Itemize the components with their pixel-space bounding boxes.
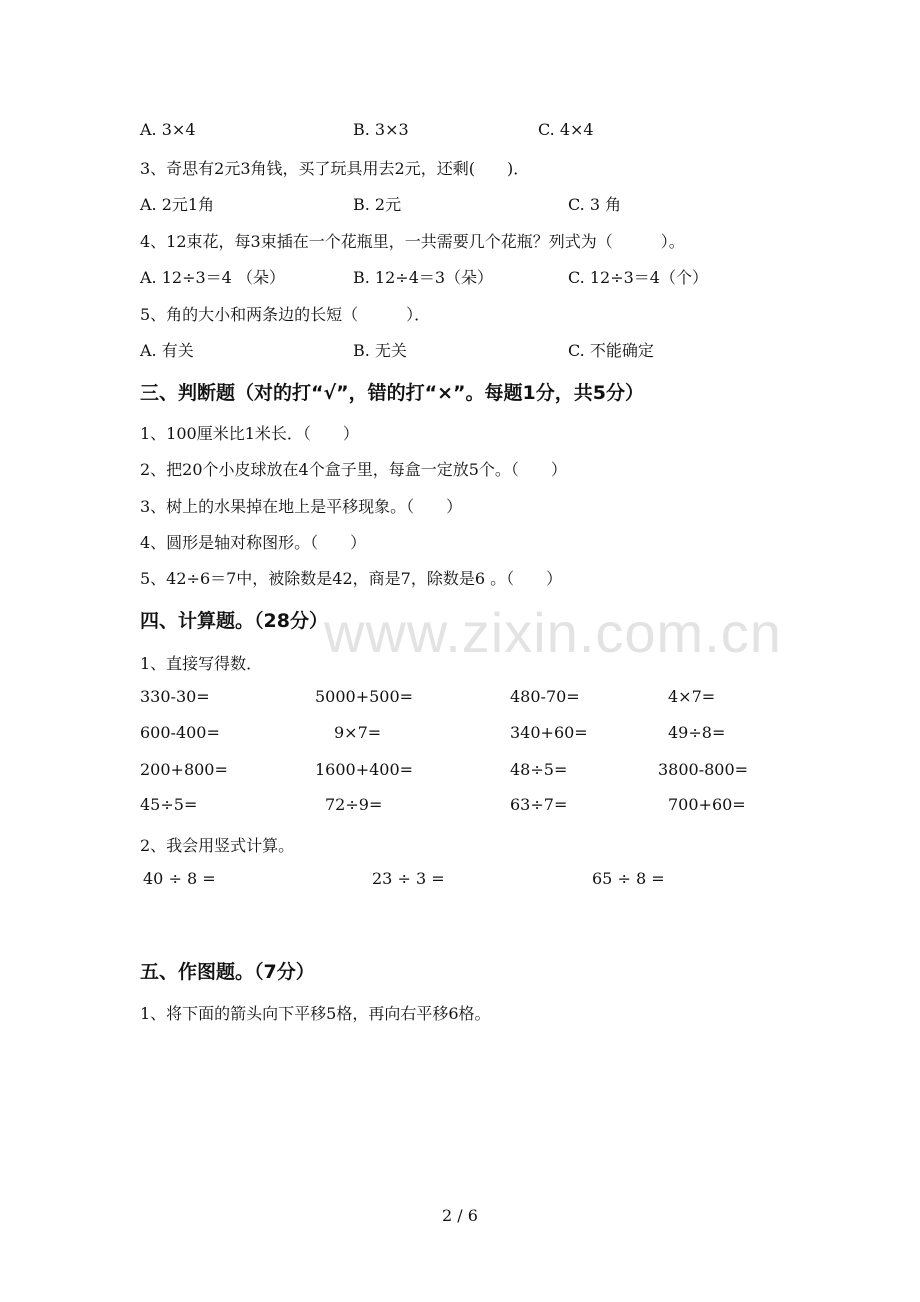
- section-5-title: 五、作图题。（7分）: [140, 961, 315, 983]
- calc-cell: 3800-800=: [658, 760, 749, 779]
- calc-cell: 63÷7=: [510, 795, 568, 814]
- q5-option-b: B. 无关: [353, 341, 407, 360]
- calc-cell: 72÷9=: [325, 795, 383, 814]
- calc-sub-1: 1、直接写得数．: [140, 654, 263, 673]
- q3-option-a: A. 2元1角: [140, 195, 215, 214]
- calc-cell: 330-30=: [140, 687, 210, 706]
- q5-option-c: C. 不能确定: [568, 341, 654, 360]
- question-5: 5、角的大小和两条边的长短（ ）．: [140, 305, 431, 324]
- calc-cell: 4×7=: [668, 687, 716, 706]
- calc-cell: 49÷8=: [668, 723, 726, 742]
- watermark: www.zixin.com.cn: [324, 601, 782, 664]
- question-4: 4、12束花，每3束插在一个花瓶里，一共需要几个花瓶？列式为（ ）。: [140, 232, 685, 251]
- q2-option-a: A. 3×4: [140, 120, 196, 139]
- q2-option-b: B. 3×3: [353, 120, 409, 139]
- calc-sub-2: 2、我会用竖式计算。: [140, 836, 295, 855]
- q4-option-a: A. 12÷3＝4 （朵）: [140, 268, 285, 287]
- vertical-calc-item: 40 ÷ 8 =: [143, 869, 216, 888]
- q3-option-c: C. 3 角: [568, 195, 622, 214]
- q2-option-c: C. 4×4: [538, 120, 594, 139]
- judge-item-1: 1、100厘米比1米长．（ ）: [140, 424, 359, 443]
- calc-cell: 200+800=: [140, 760, 228, 779]
- q4-option-c: C. 12÷3＝4（个）: [568, 268, 708, 287]
- page-number: 2 / 6: [442, 1206, 478, 1225]
- calc-cell: 45÷5=: [140, 795, 198, 814]
- calc-cell: 1600+400=: [315, 760, 414, 779]
- section-4-title: 四、计算题。（28分）: [140, 610, 328, 632]
- calc-cell: 480-70=: [510, 687, 580, 706]
- judge-item-4: 4、圆形是轴对称图形。（ ）: [140, 533, 367, 552]
- calc-cell: 48÷5=: [510, 760, 568, 779]
- section-3-title: 三、判断题（对的打“√”，错的打“×”。每题1分，共5分）: [140, 382, 644, 404]
- judge-item-2: 2、把20个小皮球放在4个盒子里，每盒一定放5个。（ ）: [140, 460, 567, 479]
- q3-option-b: B. 2元: [353, 195, 402, 214]
- vertical-calc-item: 65 ÷ 8 =: [592, 869, 665, 888]
- calc-cell: 340+60=: [510, 723, 588, 742]
- judge-item-5: 5、42÷6＝7中，被除数是42，商是7，除数是6 。（ ）: [140, 569, 563, 588]
- judge-item-3: 3、树上的水果掉在地上是平移现象。（ ）: [140, 497, 463, 516]
- question-3: 3、奇思有2元3角钱，买了玩具用去2元，还剩( )．: [140, 159, 530, 178]
- calc-cell: 9×7=: [334, 723, 382, 742]
- calc-cell: 5000+500=: [315, 687, 414, 706]
- q4-option-b: B. 12÷4＝3（朵）: [353, 268, 494, 287]
- vertical-calc-item: 23 ÷ 3 =: [372, 869, 445, 888]
- calc-cell: 700+60=: [668, 795, 746, 814]
- q5-option-a: A. 有关: [140, 341, 194, 360]
- drawing-item-1: 1、将下面的箭头向下平移5格，再向右平移6格。: [140, 1004, 491, 1023]
- calc-cell: 600-400=: [140, 723, 220, 742]
